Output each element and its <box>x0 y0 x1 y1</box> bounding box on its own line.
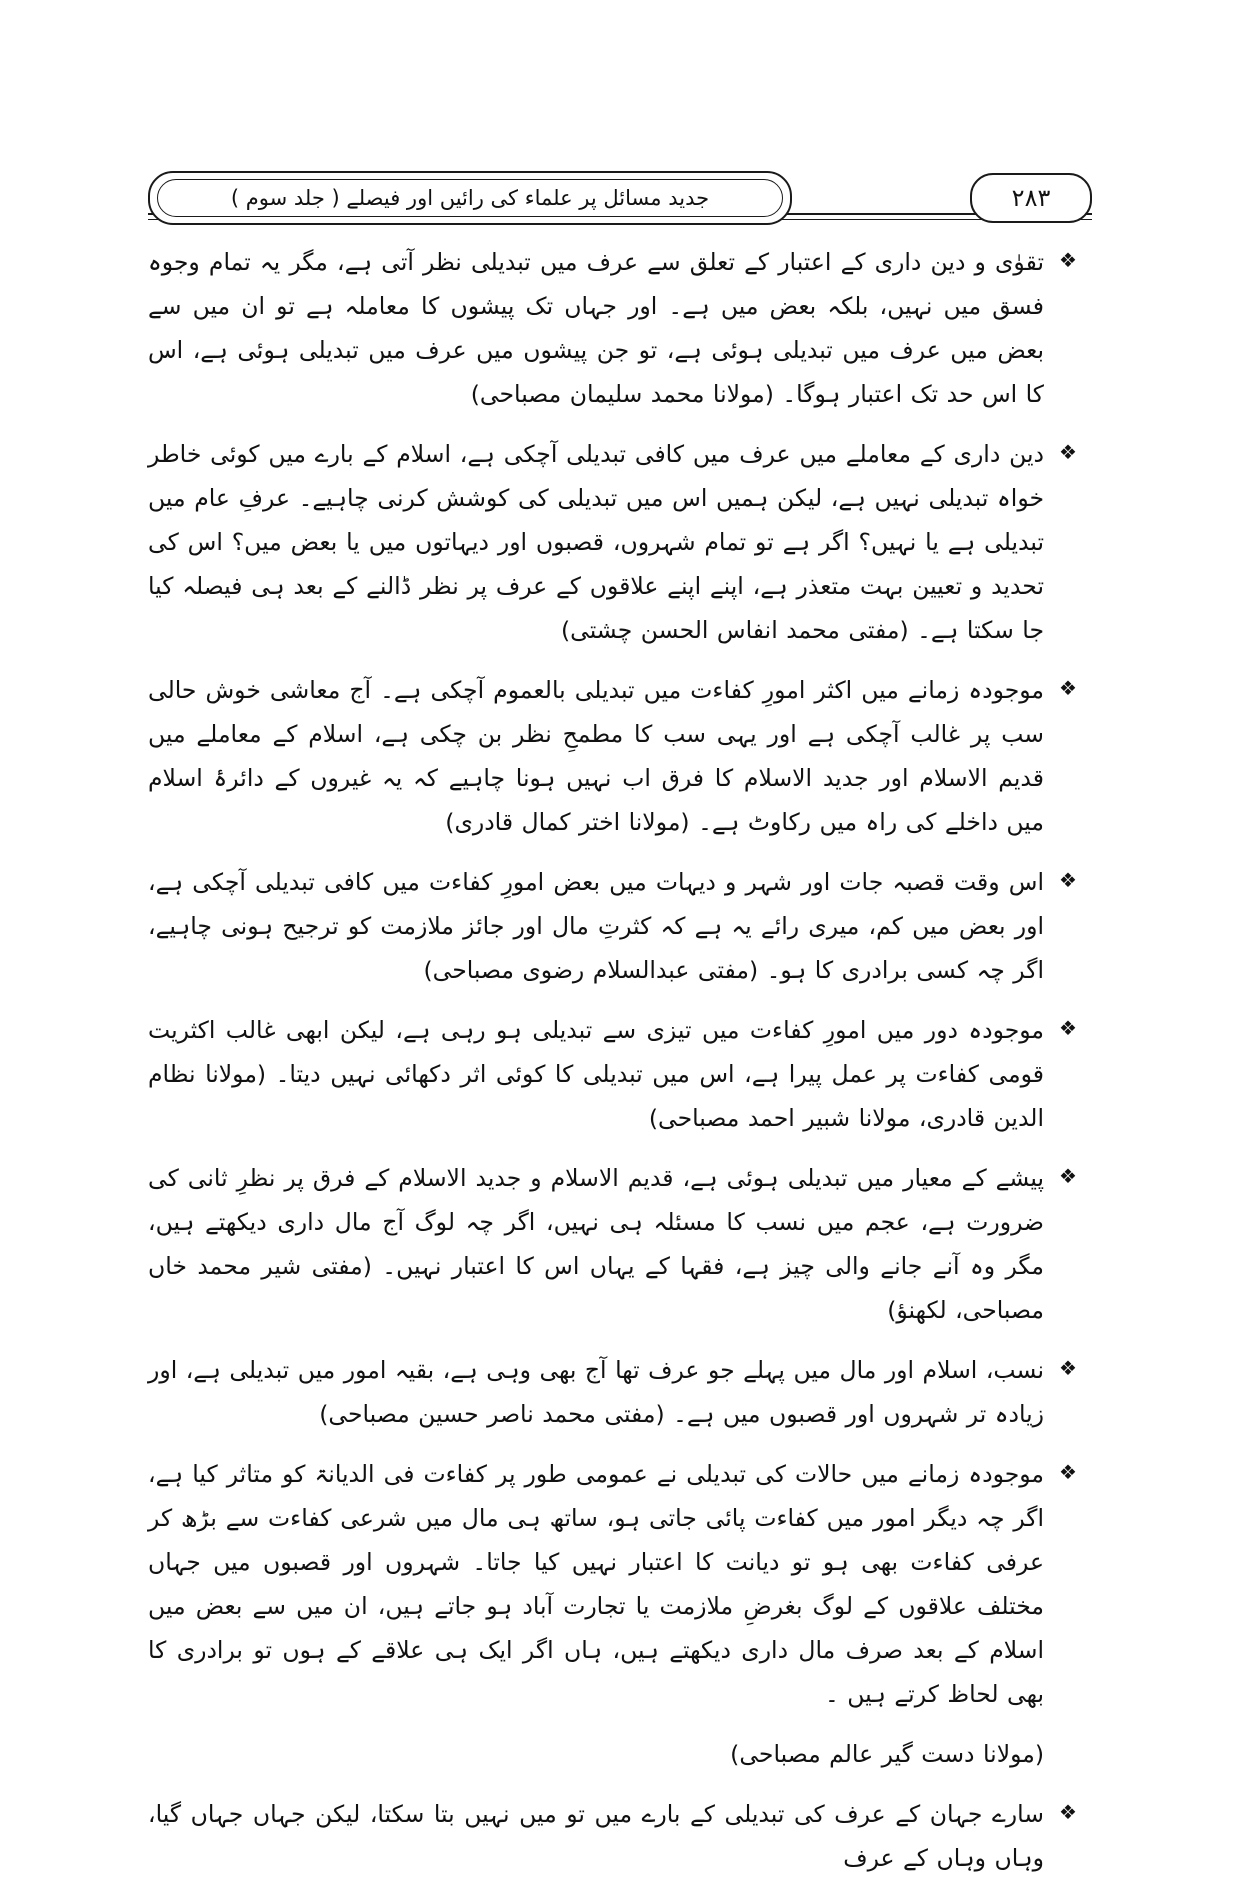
paragraph-text: موجودہ دور میں امورِ کفاءت میں تیزی سے تبدیلی ہو رہی ہے، لیکن ابھی غالب اکثریت قومی کفاءت پر عمل پیرا ہے، اس میں تبدیلی کا کوئی اثر دکھائی نہیں دیتا۔ (مولانا نظام الدین قادری، مولانا شبیر احمد مصباحی) <box>148 1016 1044 1132</box>
paragraph-text: دین داری کے معاملے میں عرف میں کافی تبدیلی آچکی ہے، اسلام کے بارے میں کوئی خاطر خواہ تبدیلی نہیں ہے، لیکن ہمیں اس میں تبدیلی کی کوشش کرنی چاہیے۔ عرفِ عام میں تبدیلی ہے یا نہیں؟ اگر ہے تو تمام شہروں، قصبوں اور دیہاتوں میں یا بعض میں؟ اس کی تحدید و تعیین بہت متعذر ہے، اپنے اپنے علاقوں کے عرف پر نظر ڈالنے کے بعد ہی فیصلہ کیا جا سکتا ہے۔ (مفتی محمد انفاس الحسن چشتی) <box>148 440 1044 644</box>
bullet-icon: ❖ <box>1059 1460 1077 1484</box>
list-item <box>148 432 1092 652</box>
bullet-icon: ❖ <box>1059 676 1077 700</box>
bullet-icon: ❖ <box>1059 440 1077 464</box>
attribution-line <box>148 1732 1092 1776</box>
bullet-icon: ❖ <box>1059 1800 1077 1824</box>
paragraph-text: موجودہ زمانے میں اکثر امورِ کفاءت میں تبدیلی بالعموم آچکی ہے۔ آج معاشی خوش حالی سب پر غالب آچکی ہے اور یہی سب کا مطمحِ نظر بن چکی ہے، اسلام کے معاملے میں قدیم الاسلام اور جدید الاسلام کا فرق اب نہیں ہونا چاہیے کہ یہ غیروں کے دائرۂ اسلام میں داخلے کی راہ میں رکاوٹ ہے۔ (مولانا اختر کمال قادری) <box>148 676 1044 836</box>
list-item <box>148 1452 1092 1716</box>
bullet-icon: ❖ <box>1059 248 1077 272</box>
bullet-icon: ❖ <box>1059 1356 1077 1380</box>
attribution-text: (مولانا دست گیر عالم مصباحی) <box>730 1740 1044 1768</box>
list-item <box>148 240 1092 416</box>
bullet-icon: ❖ <box>1059 868 1077 892</box>
list-item <box>148 860 1092 992</box>
bullet-icon: ❖ <box>1059 1016 1077 1040</box>
page-header <box>148 165 1092 225</box>
book-title-banner <box>148 171 792 225</box>
page-content <box>148 240 1092 1896</box>
paragraph-text: نسب، اسلام اور مال میں پہلے جو عرف تھا آج بھی وہی ہے، بقیہ امور میں تبدیلی ہے، اور زیادہ تر شہروں اور قصبوں میں ہے۔ (مفتی محمد ناصر حسین مصباحی) <box>148 1356 1044 1428</box>
paragraph-text: سارے جہان کے عرف کی تبدیلی کے بارے میں تو میں نہیں بتا سکتا، لیکن جہاں جہاں گیا، وہاں وہاں کے عرف <box>148 1800 1044 1872</box>
page-number: ۲۸۳ <box>1011 184 1051 212</box>
bullet-icon: ❖ <box>1059 1164 1077 1188</box>
list-item <box>148 1348 1092 1436</box>
page-number-badge <box>970 173 1092 223</box>
paragraph-text: پیشے کے معیار میں تبدیلی ہوئی ہے، قدیم الاسلام و جدید الاسلام کے فرق پر نظرِ ثانی کی ضرورت ہے، عجم میں نسب کا مسئلہ ہی نہیں، اگر چہ لوگ آج مال داری دیکھتے ہیں، مگر وہ آنے جانے والی چیز ہے، فقہا کے یہاں اس کا اعتبار نہیں۔ (مفتی شیر محمد خاں مصباحی، لکھنؤ) <box>148 1164 1044 1324</box>
book-title: جدید مسائل پر علماء کی رائیں اور فیصلے ( جلد سوم ) <box>230 186 710 210</box>
paragraph-text: تقوٰی و دین داری کے اعتبار کے تعلق سے عرف میں تبدیلی نظر آتی ہے، مگر یہ تمام وجوہ فسق میں نہیں، بلکہ بعض میں ہے۔ اور جہاں تک پیشوں کا معاملہ ہے تو ان میں سے بعض میں عرف میں تبدیلی ہوئی ہے، تو جن پیشوں میں عرف میں تبدیلی ہوئی ہے، اس کا اس حد تک اعتبار ہوگا۔ (مولانا محمد سلیمان مصباحی) <box>148 248 1044 408</box>
list-item <box>148 1156 1092 1332</box>
list-item <box>148 1008 1092 1140</box>
list-item <box>148 668 1092 844</box>
paragraph-text: موجودہ زمانے میں حالات کی تبدیلی نے عمومی طور پر کفاءت فی الدیانۃ کو متاثر کیا ہے، اگر چہ دیگر امور میں کفاءت پائی جاتی ہو، ساتھ ہی مال میں شرعی کفاءت سے بڑھ کر عرفی کفاءت بھی ہو تو دیانت کا اعتبار نہیں کیا جاتا۔ شہروں اور قصبوں میں جہاں مختلف علاقوں کے لوگ بغرضِ ملازمت یا تجارت آباد ہو جاتے ہیں، ان میں سے بعض میں اسلام کے بعد صرف مال داری دیکھتے ہیں، ہاں اگر ایک ہی علاقے کے ہوں تو برادری کا بھی لحاظ کرتے ہیں ۔ <box>148 1460 1044 1708</box>
list-item <box>148 1792 1092 1880</box>
book-title-banner-inner <box>157 179 783 217</box>
paragraph-text: اس وقت قصبہ جات اور شہر و دیہات میں بعض امورِ کفاءت میں کافی تبدیلی آچکی ہے، اور بعض میں کم، میری رائے یہ ہے کہ کثرتِ مال اور جائز ملازمت کو ترجیح ہونی چاہیے، اگر چہ کسی برادری کا ہو۔ (مفتی عبدالسلام رضوی مصباحی) <box>148 868 1044 984</box>
